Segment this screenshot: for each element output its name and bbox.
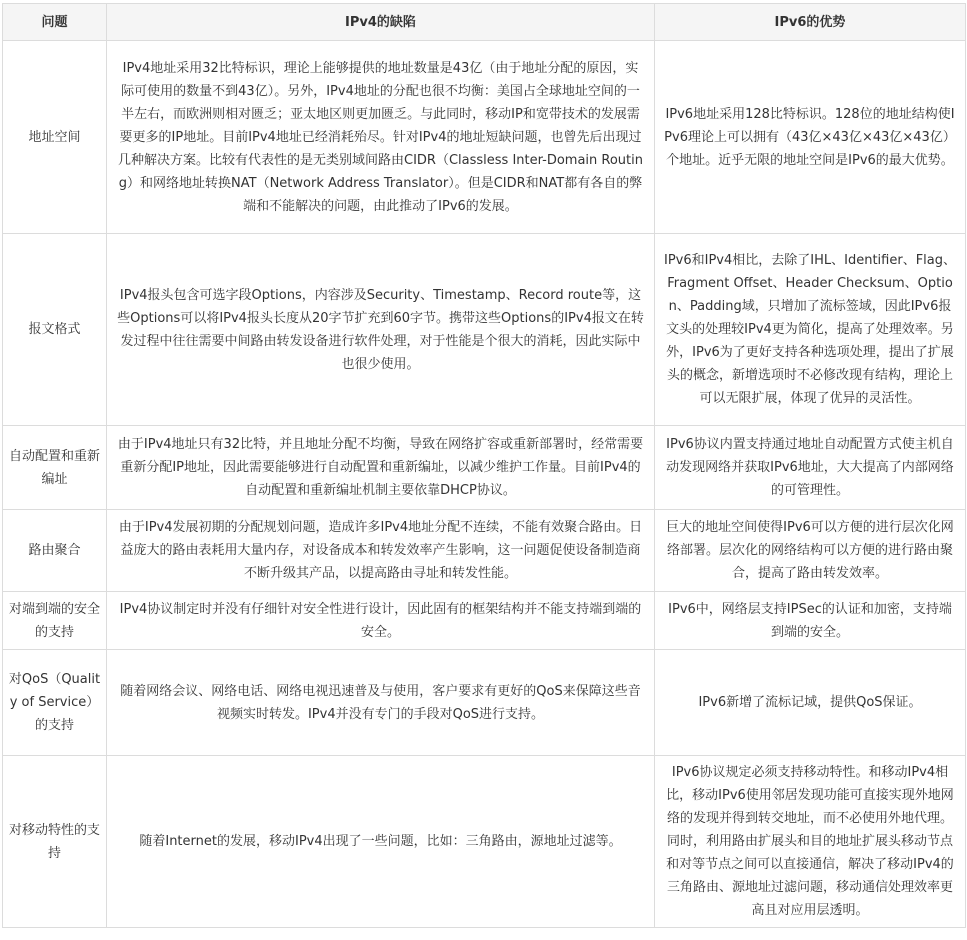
ipv6-cell: IPv6协议内置支持通过地址自动配置方式使主机自动发现网络并获取IPv6地址，大大提高了内部网络的可管理性。: [655, 426, 966, 510]
table-row: [3, 41, 966, 234]
issue-cell: 自动配置和重新编址: [3, 426, 107, 510]
table-row: [3, 756, 966, 928]
ipv4-cell: 随着Internet的发展，移动IPv4出现了一些问题，比如：三角路由，源地址过滤等。: [107, 756, 655, 928]
ipv6-cell: IPv6地址采用128比特标识。128位的地址结构使IPv6理论上可以拥有（43亿×43亿×43亿×43亿）个地址。近乎无限的地址空间是IPv6的最大优势。: [655, 41, 966, 234]
issue-cell: 对端到端的安全的支持: [3, 592, 107, 650]
header-issue: 问题: [3, 4, 107, 41]
table-header: [3, 4, 966, 41]
issue-cell: 地址空间: [3, 41, 107, 234]
header-ipv6-advantages: IPv6的优势: [655, 4, 966, 41]
table-row: [3, 650, 966, 756]
table-row: [3, 592, 966, 650]
issue-cell: 路由聚合: [3, 510, 107, 592]
ipv4-cell: 随着网络会议、网络电话、网络电视迅速普及与使用，客户要求有更好的QoS来保障这些音视频实时转发。IPv4并没有专门的手段对QoS进行支持。: [107, 650, 655, 756]
table-row: [3, 234, 966, 426]
ipv6-cell: IPv6和IPv4相比，去除了IHL、Identifier、Flag、Fragment Offset、Header Checksum、Option、Padding域，只增加了流标签域，因此IPv6报文头的处理较IPv4更为简化，提高了处理效率。另外，IPv6为了更好支持各种选项处理，提出了扩展头的概念，新增选项时不必修改现有结构，理论上可以无限扩展，体现了优异的灵活性。: [655, 234, 966, 426]
issue-cell: 对QoS（Quality of Service）的支持: [3, 650, 107, 756]
table-body: [3, 41, 966, 928]
ipv6-cell: IPv6协议规定必须支持移动特性。和移动IPv4相比，移动IPv6使用邻居发现功能可直接实现外地网络的发现并得到转交地址，而不必使用外地代理。同时，利用路由扩展头和目的地址扩展头移动节点和对等节点之间可以直接通信，解决了移动IPv4的三角路由、源地址过滤问题，移动通信处理效率更高且对应用层透明。: [655, 756, 966, 928]
header-ipv4-defects: IPv4的缺陷: [107, 4, 655, 41]
issue-cell: 对移动特性的支持: [3, 756, 107, 928]
header-row: [3, 4, 966, 41]
table-row: [3, 426, 966, 510]
comparison-table: [2, 3, 966, 928]
ipv6-cell: IPv6中，网络层支持IPSec的认证和加密，支持端到端的安全。: [655, 592, 966, 650]
ipv4-cell: IPv4报头包含可选字段Options，内容涉及Security、Timestamp、Record route等，这些Options可以将IPv4报头长度从20字节扩充到60字节。携带这些Options的IPv4报文在转发过程中往往需要中间路由转发设备进行软件处理，对于性能是个很大的消耗，因此实际中也很少使用。: [107, 234, 655, 426]
ipv6-cell: IPv6新增了流标记域，提供QoS保证。: [655, 650, 966, 756]
ipv4-cell: 由于IPv4发展初期的分配规划问题，造成许多IPv4地址分配不连续，不能有效聚合路由。日益庞大的路由表耗用大量内存，对设备成本和转发效率产生影响，这一问题促使设备制造商不断升级其产品，以提高路由寻址和转发性能。: [107, 510, 655, 592]
ipv4-cell: IPv4协议制定时并没有仔细针对安全性进行设计，因此固有的框架结构并不能支持端到端的安全。: [107, 592, 655, 650]
ipv4-cell: 由于IPv4地址只有32比特，并且地址分配不均衡，导致在网络扩容或重新部署时，经常需要重新分配IP地址，因此需要能够进行自动配置和重新编址，以减少维护工作量。目前IPv4的自动配置和重新编址机制主要依靠DHCP协议。: [107, 426, 655, 510]
issue-cell: 报文格式: [3, 234, 107, 426]
ipv6-cell: 巨大的地址空间使得IPv6可以方便的进行层次化网络部署。层次化的网络结构可以方便的进行路由聚合，提高了路由转发效率。: [655, 510, 966, 592]
ipv4-cell: IPv4地址采用32比特标识，理论上能够提供的地址数量是43亿（由于地址分配的原因，实际可使用的数量不到43亿）。另外，IPv4地址的分配也很不均衡：美国占全球地址空间的一半左右，而欧洲则相对匮乏；亚太地区则更加匮乏。与此同时，移动IP和宽带技术的发展需要更多的IP地址。目前IPv4地址已经消耗殆尽。针对IPv4的地址短缺问题，也曾先后出现过几种解决方案。比较有代表性的是无类别域间路由CIDR（Classless Inter-Domain Routing）和网络地址转换NAT（Network Address Translator）。但是CIDR和NAT都有各自的弊端和不能解决的问题，由此推动了IPv6的发展。: [107, 41, 655, 234]
table-row: [3, 510, 966, 592]
